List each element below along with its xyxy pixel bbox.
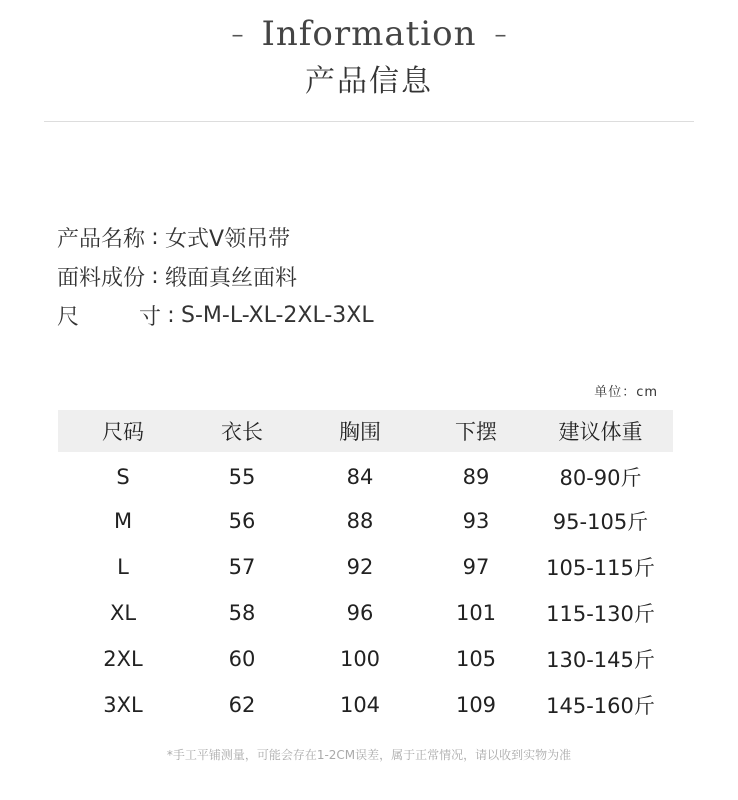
table-header-row [58,410,673,452]
info-value: S-M-L-XL-2XL-3XL [181,303,374,328]
table-cell: 100 [339,647,381,671]
column-header: 衣长 [188,410,296,452]
size-table [58,410,673,728]
info-label [57,300,161,331]
table-cell: 62 [228,693,256,717]
table-cell: XL [109,601,137,625]
table-cell: 2XL [103,647,143,671]
table-cell: 88 [346,509,374,533]
table-cell: 105-115斤 [546,556,655,580]
table-cell: 145-160斤 [546,694,655,718]
table-row [58,452,673,498]
table-cell: 93 [462,509,490,533]
table-cell: 56 [228,509,256,533]
page-title-cn: 产品信息 [305,64,433,99]
table-cell: 105 [455,647,497,671]
header [0,14,738,54]
title-dash-right: – [494,20,507,48]
table-row [58,544,673,590]
table-cell: M [113,509,133,533]
info-colon: : [167,303,175,328]
info-label-char: 寸 [138,305,161,330]
table-cell: 109 [455,693,497,717]
table-row [58,682,673,728]
table-cell: 58 [228,601,256,625]
info-row-size [57,296,374,335]
table-cell: 89 [462,465,490,489]
info-row-product-name [57,218,374,257]
table-row [58,590,673,636]
column-header: 尺码 [58,410,188,452]
title-dash-left: – [231,20,244,48]
unit-label: 单位：cm [594,385,658,400]
column-header: 胸围 [296,410,424,452]
info-label: 面料成份 [57,266,146,291]
header-divider [44,121,694,122]
table-cell: L [117,555,129,579]
info-label: 产品名称 [57,227,146,252]
column-header: 建议体重 [528,410,673,452]
table-cell: 115-130斤 [546,602,655,626]
page-title-en: Information [261,14,477,54]
column-header: 下摆 [424,410,528,452]
table-cell: 57 [228,555,256,579]
table-row [58,498,673,544]
table-cell: 60 [228,647,256,671]
table-cell: 84 [346,465,374,489]
table-cell: 101 [455,601,497,625]
table-cell: 95-105斤 [552,510,649,534]
table-cell: 104 [339,693,381,717]
info-label-char: 尺 [57,305,80,330]
info-colon: : [151,264,159,289]
table-row [58,636,673,682]
table-cell: S [116,465,130,489]
info-colon: : [151,225,159,250]
table-cell: 96 [346,601,374,625]
table-cell: 80-90斤 [559,466,642,490]
table-cell: 3XL [103,693,143,717]
table-cell: 92 [346,555,374,579]
product-info [57,218,374,335]
info-value: 女式V领吊带 [165,227,291,252]
info-row-fabric [57,257,374,296]
info-value: 缎面真丝面料 [165,266,298,291]
table-cell: 55 [228,465,256,489]
table-cell: 130-145斤 [546,648,655,672]
measurement-note: *手工平铺测量，可能会存在1-2CM误差，属于正常情况，请以收到实物为准 [166,748,572,762]
table-cell: 97 [462,555,490,579]
